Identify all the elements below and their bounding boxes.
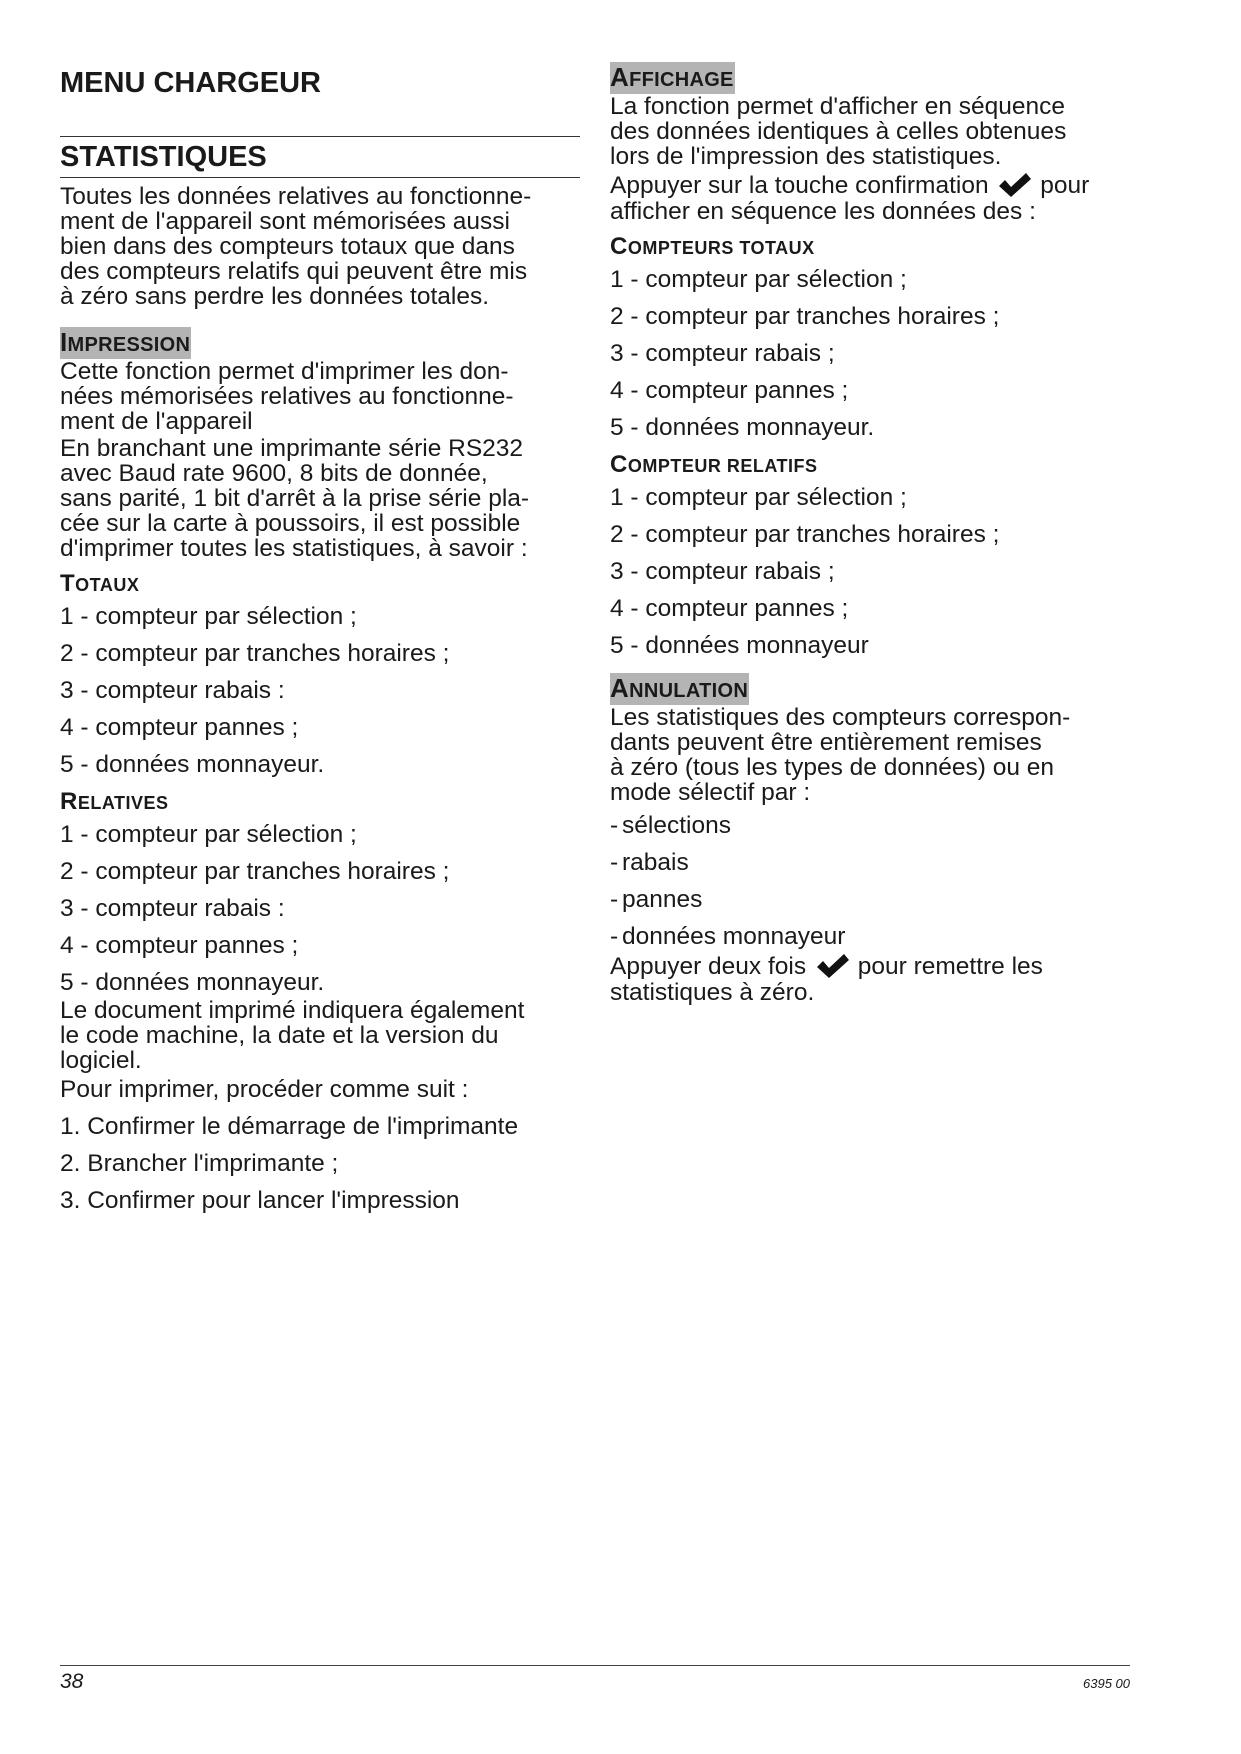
intro-line: ment de l'appareil sont mémorisées aussi bbox=[60, 208, 510, 235]
page-number: 38 bbox=[60, 1670, 84, 1693]
relatives-heading: RELATIVES bbox=[60, 788, 169, 815]
annulation-paragraph bbox=[610, 705, 1135, 805]
list-item: 4 - compteur pannes ; bbox=[60, 714, 299, 741]
list-item: 3 - compteur rabais ; bbox=[610, 340, 835, 367]
list-item: 1 - compteur par sélection ; bbox=[60, 603, 357, 630]
checkmark-icon bbox=[995, 171, 1033, 199]
list-item: 5 - données monnayeur bbox=[610, 632, 869, 659]
intro-line: à zéro sans perdre les données totales. bbox=[60, 283, 490, 310]
text-line: sans parité, 1 bit d'arrêt à la prise série pla- bbox=[60, 485, 530, 512]
step-item: 1. Confirmer le démarrage de l'imprimante bbox=[60, 1113, 519, 1140]
text-line: Le document imprimé indiquera également bbox=[60, 997, 525, 1024]
procedure-steps bbox=[60, 1114, 580, 1214]
totaux-list bbox=[60, 604, 580, 778]
left-column bbox=[60, 62, 580, 1225]
list-item: 3 - compteur rabais : bbox=[60, 895, 285, 922]
relatives-list bbox=[60, 822, 580, 996]
document-code: 6395 00 bbox=[1083, 1676, 1130, 1691]
text-line: des données identiques à celles obtenues bbox=[610, 118, 1067, 145]
text-line: afficher en séquence les données des : bbox=[610, 198, 1036, 225]
list-item: 4 - compteur pannes ; bbox=[610, 377, 849, 404]
compteurs-totaux-heading: COMPTEURS TOTAUX bbox=[610, 233, 815, 260]
text-line: avec Baud rate 9600, 8 bits de donnée, bbox=[60, 460, 488, 487]
text-line: mode sélectif par : bbox=[610, 779, 811, 806]
intro-line: des compteurs relatifs qui peuvent être mis bbox=[60, 258, 528, 285]
list-item: 2 - compteur par tranches horaires ; bbox=[60, 858, 450, 885]
affichage-heading: AFFICHAGE bbox=[610, 62, 734, 92]
text-segment: pour remettre les bbox=[857, 953, 1043, 980]
text-segment: Appuyer sur la touche confirmation bbox=[610, 172, 989, 199]
text-line: ment de l'appareil bbox=[60, 408, 253, 435]
impression-paragraph-1 bbox=[60, 359, 580, 434]
list-item: - sélections bbox=[610, 812, 731, 839]
affichage-paragraph-2 bbox=[610, 171, 1135, 224]
right-column bbox=[610, 62, 1135, 1005]
text-line: cée sur la carte à poussoirs, il est possible bbox=[60, 510, 521, 537]
text-line: Les statistiques des compteurs correspon- bbox=[610, 704, 1071, 731]
text-line: le code machine, la date et la version du bbox=[60, 1022, 499, 1049]
text-line: d'imprimer toutes les statistiques, à savoir : bbox=[60, 535, 528, 562]
list-item: 4 - compteur pannes ; bbox=[60, 932, 299, 959]
list-item: - pannes bbox=[610, 886, 703, 913]
list-item: 5 - données monnayeur. bbox=[60, 969, 325, 996]
list-item: 2 - compteur par tranches horaires ; bbox=[610, 303, 1000, 330]
annulation-heading: ANNULATION bbox=[610, 673, 749, 703]
document-note bbox=[60, 998, 580, 1073]
impression-paragraph-2 bbox=[60, 436, 580, 561]
list-item: 2 - compteur par tranches horaires ; bbox=[610, 521, 1000, 548]
step-item: 2. Brancher l'imprimante ; bbox=[60, 1150, 339, 1177]
compteur-relatifs-list bbox=[610, 485, 1135, 659]
procedure-intro: Pour imprimer, procéder comme suit : bbox=[60, 1076, 469, 1103]
list-item: 2 - compteur par tranches horaires ; bbox=[60, 640, 450, 667]
page-footer bbox=[60, 1665, 1130, 1693]
list-item: 1 - compteur par sélection ; bbox=[60, 821, 357, 848]
compteur-relatifs-heading: COMPTEUR RELATIFS bbox=[610, 451, 818, 478]
list-item: 5 - données monnayeur. bbox=[60, 751, 325, 778]
text-line: Cette fonction permet d'imprimer les don- bbox=[60, 358, 509, 385]
text-segment: pour bbox=[1040, 172, 1090, 199]
intro-paragraph bbox=[60, 184, 580, 309]
text-line: lors de l'impression des statistiques. bbox=[610, 143, 1002, 170]
text-line: à zéro (tous les types de données) ou en bbox=[610, 754, 1055, 781]
totaux-heading: TOTAUX bbox=[60, 570, 140, 597]
annulation-instruction bbox=[610, 952, 1135, 1005]
intro-line: Toutes les données relatives au fonctionne- bbox=[60, 183, 532, 210]
list-item: 1 - compteur par sélection ; bbox=[610, 266, 907, 293]
text-line: statistiques à zéro. bbox=[610, 979, 815, 1006]
affichage-paragraph-1 bbox=[610, 94, 1135, 169]
impression-heading: IMPRESSION bbox=[60, 327, 191, 357]
text-line: La fonction permet d'afficher en séquence bbox=[610, 93, 1066, 120]
text-segment: Appuyer deux fois bbox=[610, 953, 807, 980]
text-line: dants peuvent être entièrement remises bbox=[610, 729, 1042, 756]
section-title: STATISTIQUES bbox=[60, 136, 580, 178]
compteurs-totaux-list bbox=[610, 267, 1135, 441]
text-line: En branchant une imprimante série RS232 bbox=[60, 435, 524, 462]
annulation-list bbox=[610, 813, 1135, 950]
list-item: - données monnayeur bbox=[610, 923, 846, 950]
list-item: 3 - compteur rabais : bbox=[60, 677, 285, 704]
intro-line: bien dans des compteurs totaux que dans bbox=[60, 233, 515, 260]
list-item: 5 - données monnayeur. bbox=[610, 414, 875, 441]
list-item: 4 - compteur pannes ; bbox=[610, 595, 849, 622]
text-line: nées mémorisées relatives au fonctionne- bbox=[60, 383, 514, 410]
step-item: 3. Confirmer pour lancer l'impression bbox=[60, 1187, 460, 1214]
list-item: 3 - compteur rabais ; bbox=[610, 558, 835, 585]
list-item: 1 - compteur par sélection ; bbox=[610, 484, 907, 511]
text-line: logiciel. bbox=[60, 1047, 142, 1074]
list-item: - rabais bbox=[610, 849, 689, 876]
menu-title: MENU CHARGEUR bbox=[60, 67, 321, 99]
checkmark-icon bbox=[813, 952, 851, 980]
